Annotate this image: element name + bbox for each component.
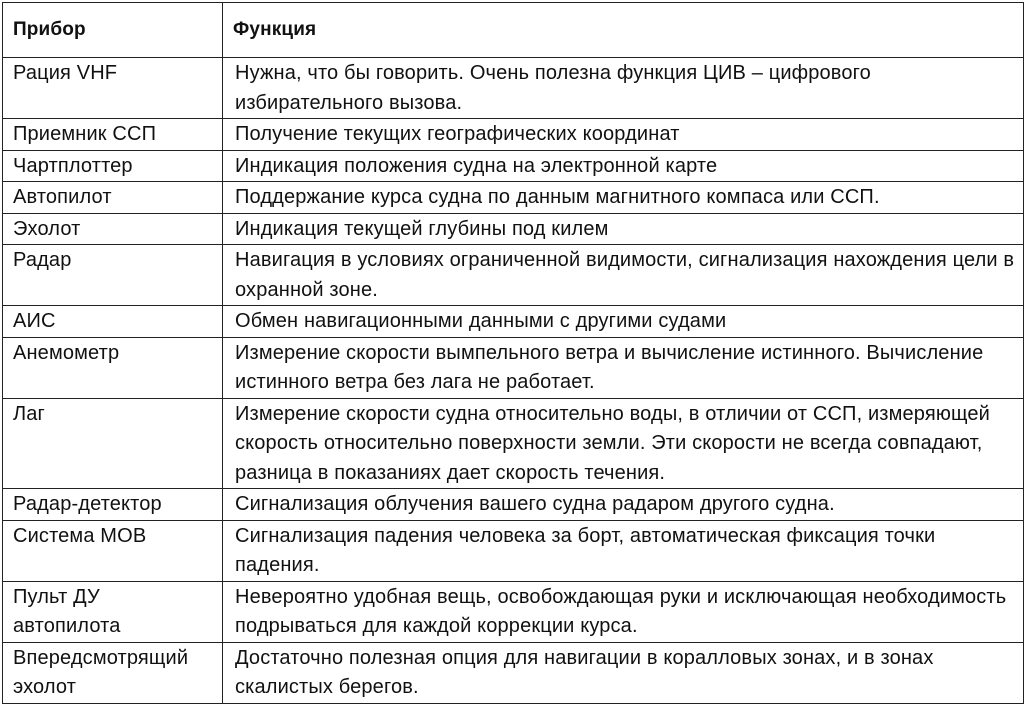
table-row [3, 182, 1024, 214]
function-cell: Индикация положения судна на электронной карте [223, 150, 1024, 182]
device-cell: Лаг [3, 398, 223, 489]
function-cell: Невероятно удобная вещь, освобождающая руки и исключающая необходимость подрываться для каждой коррекции курса. [223, 581, 1024, 642]
function-cell: Достаточно полезная опция для навигации в коралловых зонах, и в зонах скалистых берегов. [223, 642, 1024, 703]
device-cell: Эхолот [3, 213, 223, 245]
device-cell: Система МОВ [3, 520, 223, 581]
table-row [3, 581, 1024, 642]
device-cell: Радар-детектор [3, 489, 223, 521]
table-header-row [3, 3, 1024, 58]
table-row [3, 306, 1024, 338]
device-cell: Впередсмотрящий эхолот [3, 642, 223, 703]
device-cell: Рация VHF [3, 58, 223, 119]
table-row [3, 119, 1024, 151]
table-row [3, 150, 1024, 182]
function-cell: Измерение скорости судна относительно воды, в отличии от ССП, измеряющей скорость относительно поверхности земли. Эти скорости не всегда совпадают, разница в показаниях дает скорость течения. [223, 398, 1024, 489]
function-cell: Сигнализация падения человека за борт, автоматическая фиксация точки падения. [223, 520, 1024, 581]
table-row [3, 213, 1024, 245]
function-cell: Получение текущих географических координат [223, 119, 1024, 151]
device-cell: Анемометр [3, 337, 223, 398]
header-device: Прибор [3, 3, 223, 58]
devices-table [2, 2, 1024, 704]
table-row [3, 398, 1024, 489]
table-row [3, 489, 1024, 521]
table-row [3, 520, 1024, 581]
device-cell: Автопилот [3, 182, 223, 214]
function-cell: Нужна, что бы говорить. Очень полезна функция ЦИВ – цифрового избирательного вызова. [223, 58, 1024, 119]
table-row [3, 245, 1024, 306]
table-row [3, 337, 1024, 398]
device-cell: АИС [3, 306, 223, 338]
device-cell: Приемник ССП [3, 119, 223, 151]
function-cell: Поддержание курса судна по данным магнитного компаса или ССП. [223, 182, 1024, 214]
function-cell: Обмен навигационными данными с другими судами [223, 306, 1024, 338]
table-row [3, 642, 1024, 703]
function-cell: Измерение скорости вымпельного ветра и вычисление истинного. Вычисление истинного ветра без лага не работает. [223, 337, 1024, 398]
device-cell: Радар [3, 245, 223, 306]
function-cell: Навигация в условиях ограниченной видимости, сигнализация нахождения цели в охранной зоне. [223, 245, 1024, 306]
device-cell: Пульт ДУ автопилота [3, 581, 223, 642]
function-cell: Сигнализация облучения вашего судна радаром другого судна. [223, 489, 1024, 521]
device-cell: Чартплоттер [3, 150, 223, 182]
header-function: Функция [223, 3, 1024, 58]
table-row [3, 58, 1024, 119]
function-cell: Индикация текущей глубины под килем [223, 213, 1024, 245]
